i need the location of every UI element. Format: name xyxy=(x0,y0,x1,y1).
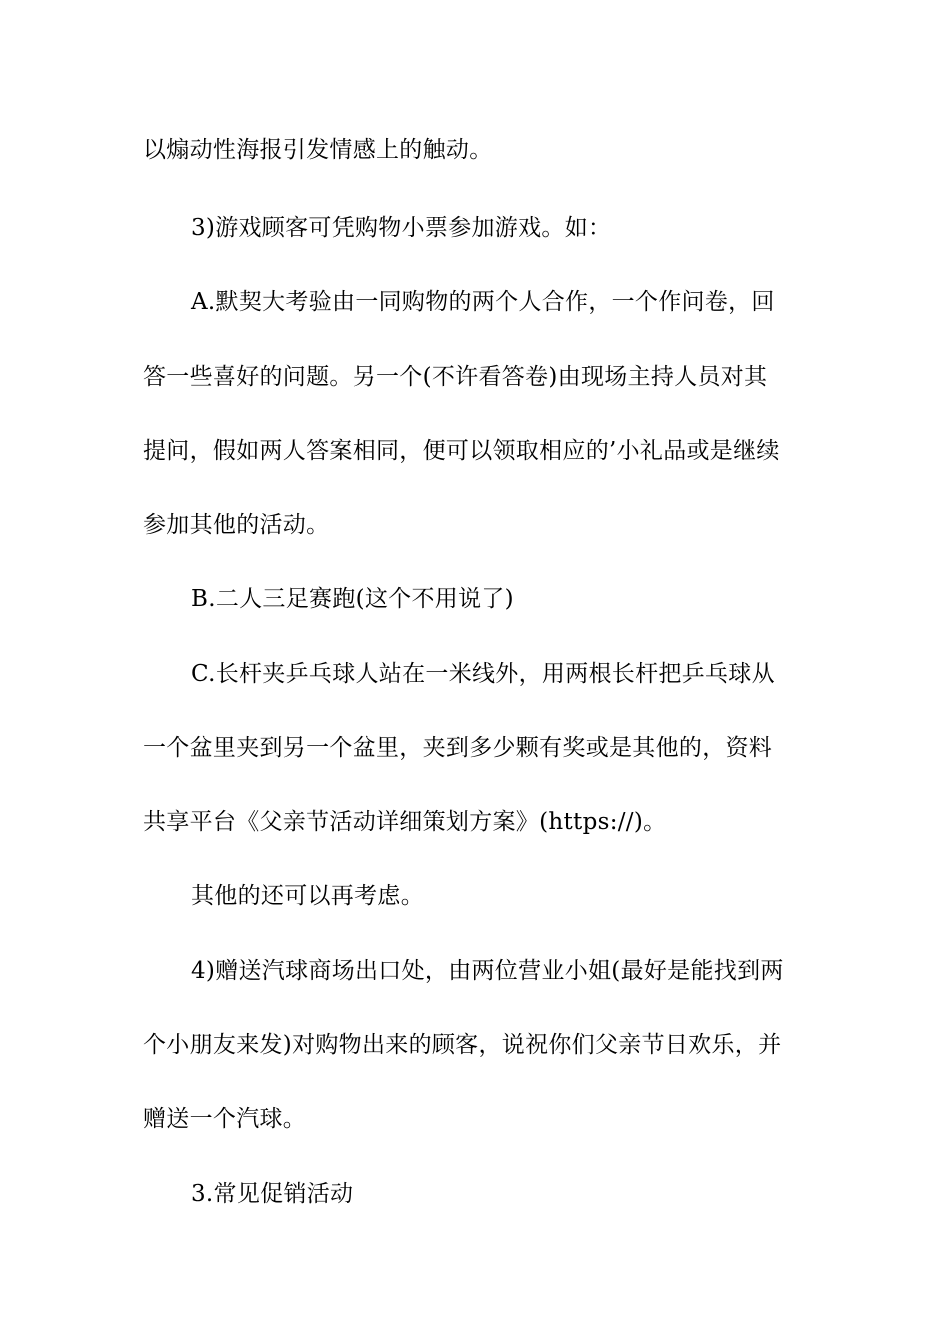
section-heading: 3.常见促销活动 xyxy=(191,1181,354,1207)
paragraph-line: 答一些喜好的问题。另一个(不许看答卷)由现场主持人员对其 xyxy=(143,364,768,390)
paragraph-line: 3)游戏顾客可凭购物小票参加游戏。如： xyxy=(191,215,612,241)
paragraph-line: B.二人三足赛跑(这个不用说了) xyxy=(191,586,514,612)
paragraph-line: A.默契大考验由一同购物的两个人合作，一个作问卷，回 xyxy=(191,289,775,315)
paragraph-line: 其他的还可以再考虑。 xyxy=(191,883,424,909)
paragraph-line: 4)赠送汽球商场出口处，由两位营业小姐(最好是能找到两 xyxy=(191,958,784,984)
paragraph-line: 共享平台《父亲节活动详细策划方案》(https://)。 xyxy=(143,809,667,835)
paragraph-line: 参加其他的活动。 xyxy=(143,512,330,538)
paragraph-line: 赠送一个汽球。 xyxy=(143,1106,307,1132)
paragraph-line: 提问，假如两人答案相同，便可以领取相应的’小礼品或是继续 xyxy=(143,438,780,464)
paragraph-line: 一个盆里夹到另一个盆里，夹到多少颗有奖或是其他的，资料 xyxy=(143,735,773,761)
paragraph-line: C.长杆夹乒乓球人站在一米线外，用两根长杆把乒乓球从 xyxy=(191,661,775,687)
paragraph-line: 个小朋友来发)对购物出来的顾客，说祝你们父亲节日欢乐，并 xyxy=(143,1032,782,1058)
paragraph-line: 以煽动性海报引发情感上的触动。 xyxy=(143,137,493,163)
